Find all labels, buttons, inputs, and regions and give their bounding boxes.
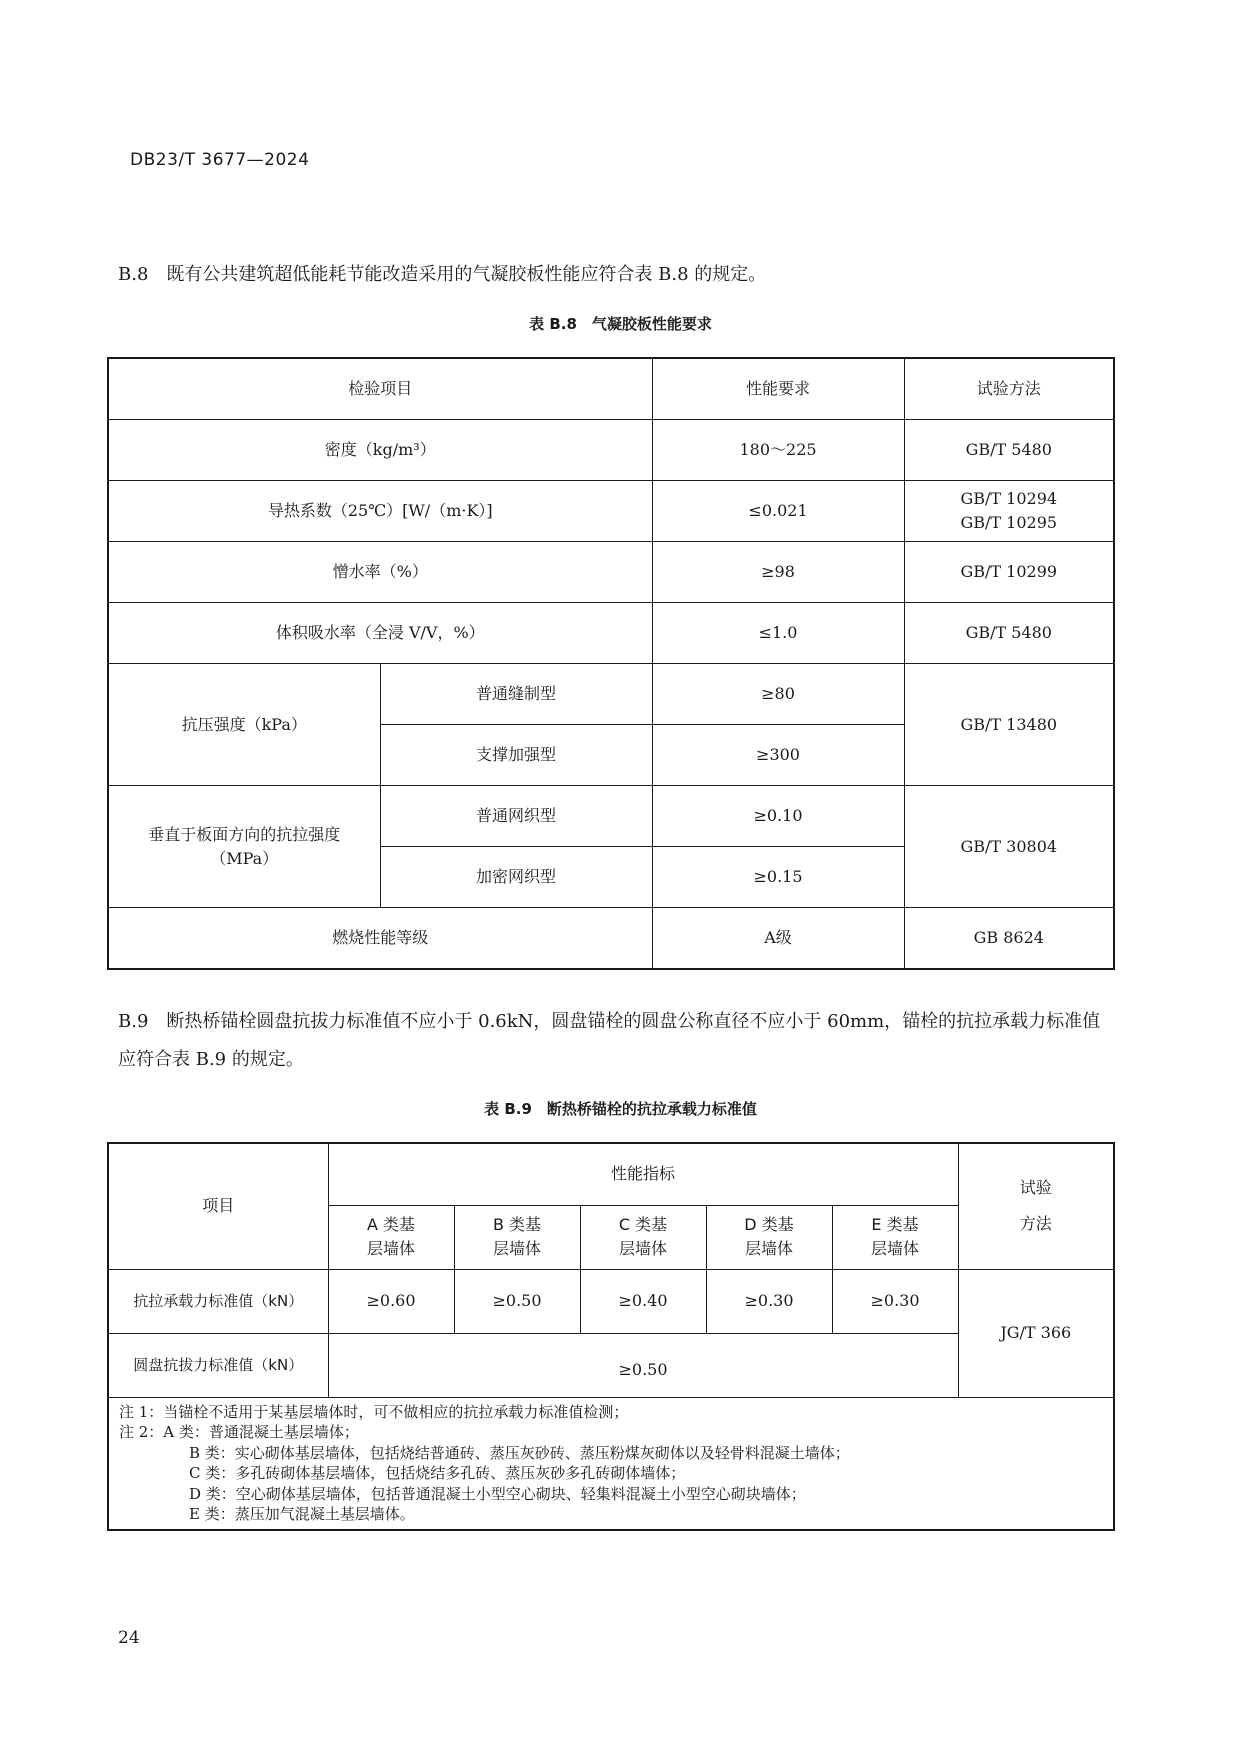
density-req: 180～225 [652,420,904,481]
note-2: 注 2：A 类：普通混凝土基层墙体； [119,1423,359,1441]
table-b8-header-row [108,358,1114,420]
subheader-a-l2: 层墙体 [366,1239,415,1258]
table-b9-header-row1 [108,1143,1114,1205]
tensile-req2: ≥0.15 [652,847,904,908]
note-2-e: E 类：蒸压加气混凝土基层墙体。 [189,1505,415,1523]
hydrophobic-item: 憎水率（%） [108,542,652,603]
hydrophobic-method: GB/T 10299 [904,542,1114,603]
subheader-d-l2: 层墙体 [744,1239,793,1258]
section-b9-text: B.9 断热桥锚栓圆盘抗拔力标准值不应小于 0.6kN，圆盘锚栓的圆盘公称直径不应小于 60mm，锚栓的抗拉承载力标准值应符合表 B.9 的规定。 [118,1011,1101,1070]
compressive-req2: ≥300 [652,725,904,786]
thermal-method-line2: GB/T 10295 [960,513,1058,532]
absorption-method: GB/T 5480 [904,603,1114,664]
table-b8-caption: 表 B.8 气凝胶板性能要求 [529,315,712,333]
header-performance: 性能指标 [328,1143,958,1205]
table-b9 [107,1142,1115,1531]
subheader-c-l2: 层墙体 [618,1239,667,1258]
header-method-line2: 方法 [1019,1214,1052,1234]
subheader-b [454,1205,580,1269]
row2-value: ≥0.50 [328,1333,958,1397]
header-requirement: 性能要求 [652,358,904,420]
row2-label: 圆盘抗拔力标准值（kN） [108,1333,328,1397]
header-test-item: 检验项目 [108,358,652,420]
density-method: GB/T 5480 [904,420,1114,481]
row1-label: 抗拉承载力标准值（kN） [108,1269,328,1333]
tensile-method: GB/T 30804 [904,786,1114,908]
compressive-sub1: 普通缝制型 [380,664,652,725]
header-method [958,1143,1114,1269]
header-method-line1: 试验 [1019,1178,1052,1198]
subheader-d-l1: D 类基 [744,1215,794,1234]
tensile-item [108,786,380,908]
note-2-d: D 类：空心砌体基层墙体，包括普通混凝土小型空心砌块、轻集料混凝土小型空心砌块墙体； [189,1484,806,1503]
thermal-method-line1: GB/T 10294 [960,489,1058,508]
fire-item: 燃烧性能等级 [108,908,652,970]
table-row [108,664,1114,725]
row1-value-b: ≥0.50 [454,1269,580,1333]
row1-value-a: ≥0.60 [328,1269,454,1333]
tensile-item-line1: 垂直于板面方向的抗拉强度 [148,824,341,844]
subheader-a [328,1205,454,1269]
subheader-d [706,1205,832,1269]
table-row [108,420,1114,481]
fire-req: A级 [652,908,904,970]
subheader-e [832,1205,958,1269]
table-row [108,542,1114,603]
table-row [108,603,1114,664]
table-row [108,481,1114,542]
subheader-c [580,1205,706,1269]
compressive-method: GB/T 13480 [904,664,1114,786]
compressive-req1: ≥80 [652,664,904,725]
subheader-e-l1: E 类基 [871,1215,919,1234]
thermal-req: ≤0.021 [652,481,904,542]
row1-value-e: ≥0.30 [832,1269,958,1333]
header-item: 项目 [108,1143,328,1269]
absorption-req: ≤1.0 [652,603,904,664]
note-1: 注 1：当锚栓不适用于某基层墙体时，可不做相应的抗拉承载力标准值检测； [119,1402,629,1421]
hydrophobic-req: ≥98 [652,542,904,603]
compressive-sub2: 支撑加强型 [380,725,652,786]
thermal-item: 导热系数（25℃）[W/（m·K）] [108,481,652,542]
table-row [108,786,1114,847]
section-b8-text: B.8 既有公共建筑超低能耗节能改造采用的气凝胶板性能应符合表 B.8 的规定。 [118,264,767,285]
subheader-b-l1: B 类基 [492,1215,542,1234]
density-item: 密度（kg/m³） [108,420,652,481]
tensile-sub2: 加密网织型 [380,847,652,908]
document-code: DB23/T 3677—2024 [130,150,310,170]
header-test-method: 试验方法 [904,358,1114,420]
notes-row [108,1397,1114,1530]
subheader-a-l1: A 类基 [366,1215,416,1234]
tensile-item-line2: （MPa） [210,848,279,868]
tensile-req1: ≥0.10 [652,786,904,847]
table-b8 [107,357,1115,970]
table-b9-caption: 表 B.9 断热桥锚栓的抗拉承载力标准值 [484,1100,757,1118]
absorption-item: 体积吸水率（全浸 V/V，%） [108,603,652,664]
compressive-item: 抗压强度（kPa） [108,664,380,786]
note-2-b: B 类：实心砌体基层墙体，包括烧结普通砖、蒸压灰砂砖、蒸压粉煤灰砌体以及轻骨料混凝土墙体； [189,1443,850,1462]
row1-value-d: ≥0.30 [706,1269,832,1333]
table-row [108,908,1114,970]
page-number: 24 [118,1628,140,1648]
row1-value-c: ≥0.40 [580,1269,706,1333]
notes-cell [108,1397,1114,1530]
note-2-c: C 类：多孔砖砌体基层墙体，包括烧结多孔砖、蒸压灰砂多孔砖砌体墙体； [189,1464,686,1482]
subheader-b-l2: 层墙体 [492,1239,541,1258]
table-row [108,1269,1114,1333]
subheader-c-l1: C 类基 [618,1215,668,1234]
fire-method: GB 8624 [904,908,1114,970]
tensile-sub1: 普通网织型 [380,786,652,847]
thermal-method [904,481,1114,542]
subheader-e-l2: 层墙体 [871,1239,920,1258]
method-cell: JG/T 366 [958,1269,1114,1397]
